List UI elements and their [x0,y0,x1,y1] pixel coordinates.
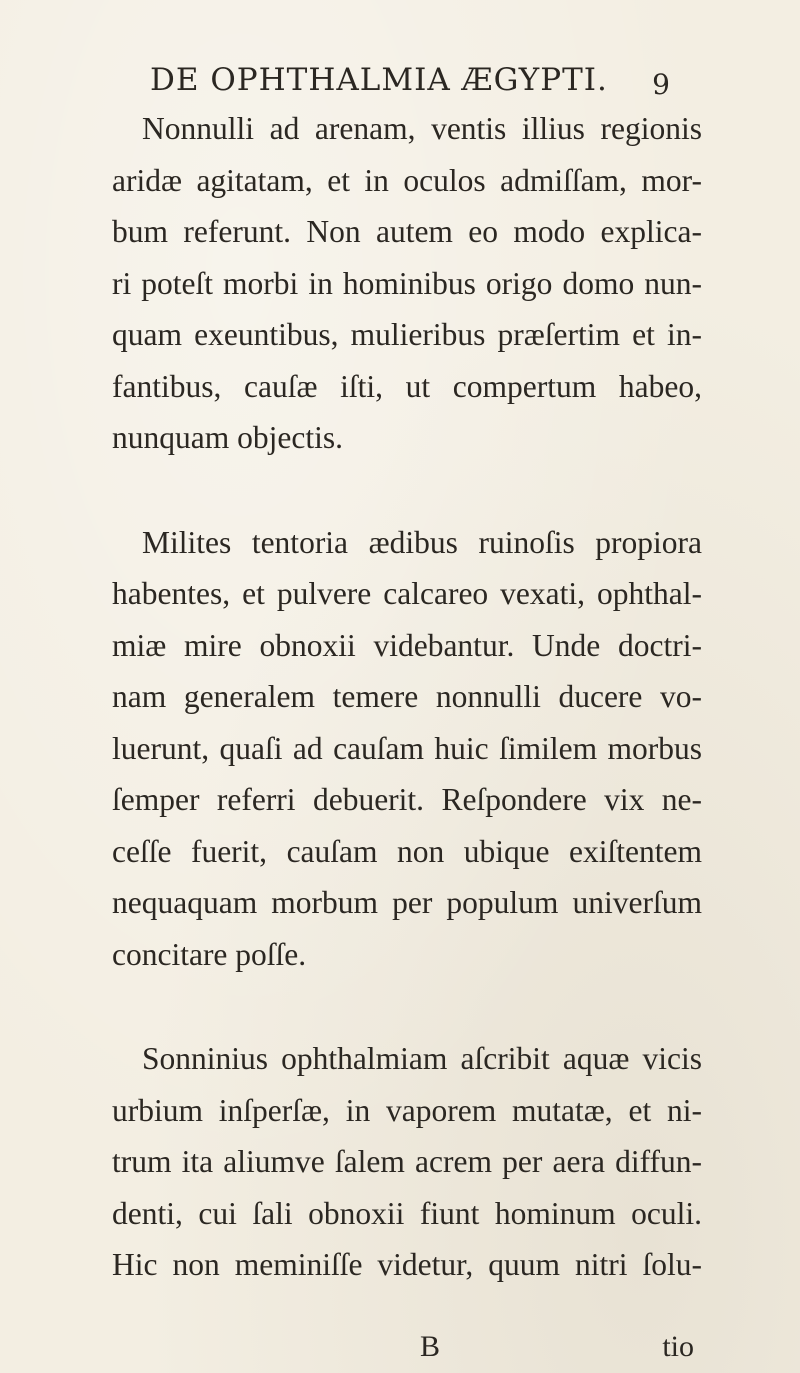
signature-mark: B [420,1330,441,1363]
page-header [150,62,670,108]
paragraph-gap [112,980,702,1033]
text-line: Milites tentoria ædibus ruinoſis propiora [142,524,702,560]
text-line: ri poteſt morbi in hominibus origo domo nun- [112,265,702,301]
text-line: nequaquam morbum per populum univerſum [112,885,702,920]
text-line: concitare poſſe. [112,936,307,972]
text-line: quam exeuntibus, mulieribus præſertim et in- [112,317,702,352]
text-line: habentes, et pulvere calcareo vexati, ophthal- [112,576,702,611]
text-line: trum ita aliumve ſalem acrem per aera diffun- [112,1144,702,1179]
text-line: fantibus, cauſæ iſti, ut compertum habeo, [112,368,702,404]
text-line: Nonnulli ad arenam, ventis illius regionis [142,111,702,146]
running-title: DE OPHTHALMIA ÆGYPTI. [150,62,608,98]
text-line: bum referunt. Non autem eo modo explica- [112,214,702,249]
page-footer [112,1330,702,1370]
text-line: nam generalem temere nonnulli ducere vo- [112,679,702,714]
paragraph-3 [112,1033,702,1291]
paragraph-2 [112,517,702,981]
text-line: urbium inſperſæ, in vaporem mutatæ, et ni- [112,1092,702,1128]
text-line: ceſſe fuerit, cauſam non ubique exiſtentem [112,833,702,869]
catchword: tio [662,1330,694,1363]
page-number: 9 [652,68,670,101]
text-line: miæ mire obnoxii videbantur. Unde doctri- [112,627,702,663]
text-line: aridæ agitatam, et in oculos admiſſam, mor- [112,162,702,198]
text-line: nunquam objectis. [112,420,343,455]
text-line: Sonninius ophthalmiam aſcribit aquæ vicis [142,1041,702,1076]
text-line: luerunt, quaſi ad cauſam huic ſimilem morbus [112,730,702,766]
paragraph-gap [112,464,702,517]
text-line: denti, cui ſali obnoxii fiunt hominum oculi. [112,1195,702,1231]
text-line: Hic non meminiſſe videtur, quum nitri ſolu- [112,1247,702,1282]
text-line: ſemper referri debuerit. Reſpondere vix ne- [112,782,702,817]
paragraph-1 [112,103,702,464]
body-text [112,103,702,1291]
